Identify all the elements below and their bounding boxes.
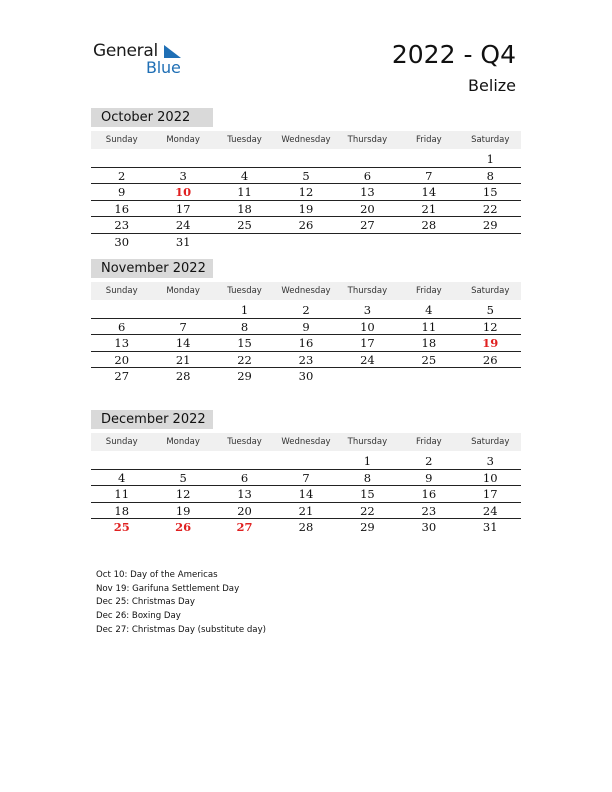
day-cell: 1 bbox=[486, 152, 494, 166]
day-cell: 8 bbox=[363, 470, 372, 485]
day-cell: 30 bbox=[421, 520, 437, 535]
weekday-label: Saturday bbox=[471, 286, 510, 296]
day-cell: 29 bbox=[360, 520, 375, 535]
weekday-label: Tuesday bbox=[227, 135, 262, 145]
empty-day-cell bbox=[152, 151, 213, 167]
day-cell: 6 bbox=[118, 319, 126, 334]
day-cell: 15 bbox=[482, 185, 498, 200]
holiday-day-cell: 27 bbox=[236, 520, 253, 535]
weekday-label: Thursday bbox=[347, 135, 388, 145]
day-cell: 21 bbox=[421, 201, 437, 216]
day-cell: 20 bbox=[360, 201, 375, 216]
day-cell: 28 bbox=[298, 520, 314, 535]
day-cell: 13 bbox=[114, 336, 130, 351]
week-row bbox=[91, 201, 521, 218]
day-cell: 25 bbox=[421, 352, 437, 367]
day-cell: 9 bbox=[302, 319, 310, 334]
week-row bbox=[91, 503, 521, 520]
day-cell: 12 bbox=[175, 487, 191, 502]
holiday-item: Dec 27: Christmas Day (substitute day) bbox=[96, 624, 267, 635]
country-name: Belize bbox=[468, 76, 516, 95]
week-row bbox=[91, 519, 521, 536]
holiday-item: Nov 19: Garifuna Settlement Day bbox=[96, 583, 240, 594]
day-cell: 13 bbox=[237, 487, 252, 502]
weekday-label: Sunday bbox=[105, 286, 138, 296]
empty-day-cell bbox=[275, 234, 336, 251]
day-cell: 28 bbox=[421, 218, 437, 233]
holiday-day-cell: 19 bbox=[482, 336, 499, 351]
day-cell: 4 bbox=[425, 303, 433, 317]
day-cell: 11 bbox=[421, 319, 437, 334]
day-cell: 17 bbox=[360, 336, 375, 351]
week-row bbox=[91, 302, 521, 319]
day-cell: 14 bbox=[421, 185, 437, 200]
day-cell: 11 bbox=[114, 487, 130, 502]
day-cell: 9 bbox=[425, 470, 433, 485]
weekday-header bbox=[91, 131, 521, 149]
weekday-label: Friday bbox=[415, 135, 442, 145]
empty-day-cell bbox=[152, 302, 213, 318]
weekday-label: Wednesday bbox=[281, 286, 331, 296]
day-cell: 9 bbox=[118, 185, 126, 200]
weekday-label: Sunday bbox=[105, 135, 138, 145]
holiday-item: Oct 10: Day of the Americas bbox=[96, 570, 218, 580]
calendar-grid bbox=[91, 453, 521, 536]
day-cell: 7 bbox=[179, 319, 187, 334]
weekday-label: Sunday bbox=[105, 437, 138, 447]
empty-day-cell bbox=[91, 302, 152, 318]
month-title: November 2022 bbox=[91, 259, 213, 278]
day-cell: 7 bbox=[425, 168, 433, 183]
day-cell: 17 bbox=[175, 201, 191, 216]
day-cell: 20 bbox=[114, 352, 130, 367]
day-cell: 25 bbox=[237, 218, 252, 233]
day-cell: 16 bbox=[114, 201, 130, 216]
day-cell: 29 bbox=[237, 369, 252, 384]
day-cell: 5 bbox=[486, 303, 494, 317]
day-cell: 1 bbox=[240, 303, 249, 317]
day-cell: 30 bbox=[114, 234, 130, 249]
empty-day-cell bbox=[152, 453, 213, 469]
day-cell: 23 bbox=[421, 503, 437, 518]
day-cell: 1 bbox=[363, 454, 372, 468]
page-title: 2022 - Q4 bbox=[391, 40, 516, 69]
weekday-label: Friday bbox=[415, 437, 442, 447]
day-cell: 31 bbox=[482, 520, 498, 535]
day-cell: 8 bbox=[240, 319, 249, 334]
weekday-label: Monday bbox=[166, 135, 200, 145]
day-cell: 5 bbox=[302, 168, 310, 183]
brand-triangle-icon bbox=[162, 44, 182, 59]
day-cell: 18 bbox=[237, 201, 252, 216]
empty-day-cell bbox=[398, 234, 459, 251]
empty-day-cell bbox=[460, 234, 521, 251]
empty-day-cell bbox=[398, 151, 459, 167]
day-cell: 6 bbox=[363, 168, 372, 183]
empty-day-cell bbox=[275, 453, 336, 469]
day-cell: 8 bbox=[486, 168, 494, 183]
brand-word-blue: Blue bbox=[146, 58, 181, 77]
day-cell: 4 bbox=[118, 470, 126, 485]
weekday-label: Saturday bbox=[471, 135, 510, 145]
day-cell: 18 bbox=[421, 336, 437, 351]
calendar-grid bbox=[91, 151, 521, 251]
day-cell: 4 bbox=[240, 168, 249, 183]
day-cell: 24 bbox=[482, 503, 498, 518]
day-cell: 2 bbox=[425, 454, 433, 468]
day-cell: 19 bbox=[298, 201, 314, 216]
day-cell: 3 bbox=[179, 168, 187, 183]
week-row bbox=[91, 368, 521, 385]
holiday-list bbox=[96, 569, 266, 638]
day-cell: 24 bbox=[175, 218, 191, 233]
empty-day-cell bbox=[337, 234, 398, 251]
week-row bbox=[91, 352, 521, 369]
holiday-item: Dec 25: Christmas Day bbox=[96, 597, 195, 608]
empty-day-cell bbox=[275, 151, 336, 167]
weekday-label: Tuesday bbox=[227, 437, 262, 447]
weekday-label: Tuesday bbox=[227, 286, 262, 296]
empty-day-cell bbox=[337, 368, 398, 385]
day-cell: 7 bbox=[302, 470, 310, 485]
weekday-header bbox=[91, 433, 521, 451]
day-cell: 17 bbox=[482, 487, 498, 502]
holiday-item: Dec 26: Boxing Day bbox=[96, 611, 181, 622]
empty-day-cell bbox=[214, 453, 275, 469]
day-cell: 2 bbox=[118, 168, 126, 183]
day-cell: 15 bbox=[237, 336, 252, 351]
day-cell: 21 bbox=[298, 503, 314, 518]
holiday-day-cell: 25 bbox=[113, 520, 130, 535]
holiday-day-cell: 10 bbox=[175, 185, 192, 200]
weekday-label: Monday bbox=[166, 286, 200, 296]
holiday-day-cell: 26 bbox=[175, 520, 192, 535]
day-cell: 22 bbox=[482, 201, 498, 216]
week-row bbox=[91, 151, 521, 168]
empty-day-cell bbox=[398, 368, 459, 385]
empty-day-cell bbox=[91, 151, 152, 167]
day-cell: 22 bbox=[360, 503, 375, 518]
day-cell: 19 bbox=[175, 503, 191, 518]
weekday-header bbox=[91, 282, 521, 300]
week-row bbox=[91, 486, 521, 503]
day-cell: 11 bbox=[237, 185, 252, 200]
day-cell: 12 bbox=[298, 185, 314, 200]
day-cell: 20 bbox=[237, 503, 252, 518]
empty-day-cell bbox=[460, 368, 521, 385]
day-cell: 27 bbox=[360, 218, 375, 233]
brand-word-general: General bbox=[93, 41, 158, 61]
month-title: October 2022 bbox=[91, 108, 213, 127]
day-cell: 2 bbox=[302, 303, 310, 317]
empty-day-cell bbox=[91, 453, 152, 469]
week-row bbox=[91, 470, 521, 487]
weekday-label: Wednesday bbox=[281, 135, 331, 145]
day-cell: 27 bbox=[114, 369, 130, 384]
day-cell: 14 bbox=[175, 336, 191, 351]
brand-logo bbox=[93, 41, 193, 77]
weekday-label: Thursday bbox=[347, 437, 388, 447]
day-cell: 10 bbox=[482, 470, 498, 485]
month-title: December 2022 bbox=[91, 410, 213, 429]
day-cell: 24 bbox=[360, 352, 375, 367]
day-cell: 26 bbox=[298, 218, 314, 233]
day-cell: 23 bbox=[298, 352, 314, 367]
calendar-grid bbox=[91, 302, 521, 385]
week-row bbox=[91, 217, 521, 234]
day-cell: 10 bbox=[360, 319, 375, 334]
day-cell: 28 bbox=[175, 369, 191, 384]
day-cell: 5 bbox=[179, 470, 187, 485]
day-cell: 31 bbox=[175, 234, 191, 249]
day-cell: 21 bbox=[175, 352, 191, 367]
week-row bbox=[91, 319, 521, 336]
weekday-label: Thursday bbox=[347, 286, 388, 296]
week-row bbox=[91, 184, 521, 201]
day-cell: 14 bbox=[298, 487, 314, 502]
weekday-label: Friday bbox=[415, 286, 442, 296]
day-cell: 26 bbox=[482, 352, 498, 367]
weekday-label: Monday bbox=[166, 437, 200, 447]
week-row bbox=[91, 168, 521, 185]
day-cell: 16 bbox=[298, 336, 314, 351]
day-cell: 30 bbox=[298, 369, 314, 384]
weekday-label: Saturday bbox=[471, 437, 510, 447]
day-cell: 29 bbox=[482, 218, 498, 233]
day-cell: 12 bbox=[482, 319, 498, 334]
day-cell: 23 bbox=[114, 218, 130, 233]
day-cell: 16 bbox=[421, 487, 437, 502]
day-cell: 6 bbox=[240, 470, 249, 485]
empty-day-cell bbox=[214, 151, 275, 167]
day-cell: 13 bbox=[360, 185, 375, 200]
week-row bbox=[91, 453, 521, 470]
day-cell: 3 bbox=[363, 303, 372, 317]
day-cell: 18 bbox=[114, 503, 130, 518]
week-row bbox=[91, 335, 521, 352]
day-cell: 22 bbox=[237, 352, 252, 367]
week-row bbox=[91, 234, 521, 251]
weekday-label: Wednesday bbox=[281, 437, 331, 447]
empty-day-cell bbox=[337, 151, 398, 167]
day-cell: 15 bbox=[360, 487, 375, 502]
empty-day-cell bbox=[214, 234, 275, 251]
day-cell: 3 bbox=[486, 454, 494, 468]
